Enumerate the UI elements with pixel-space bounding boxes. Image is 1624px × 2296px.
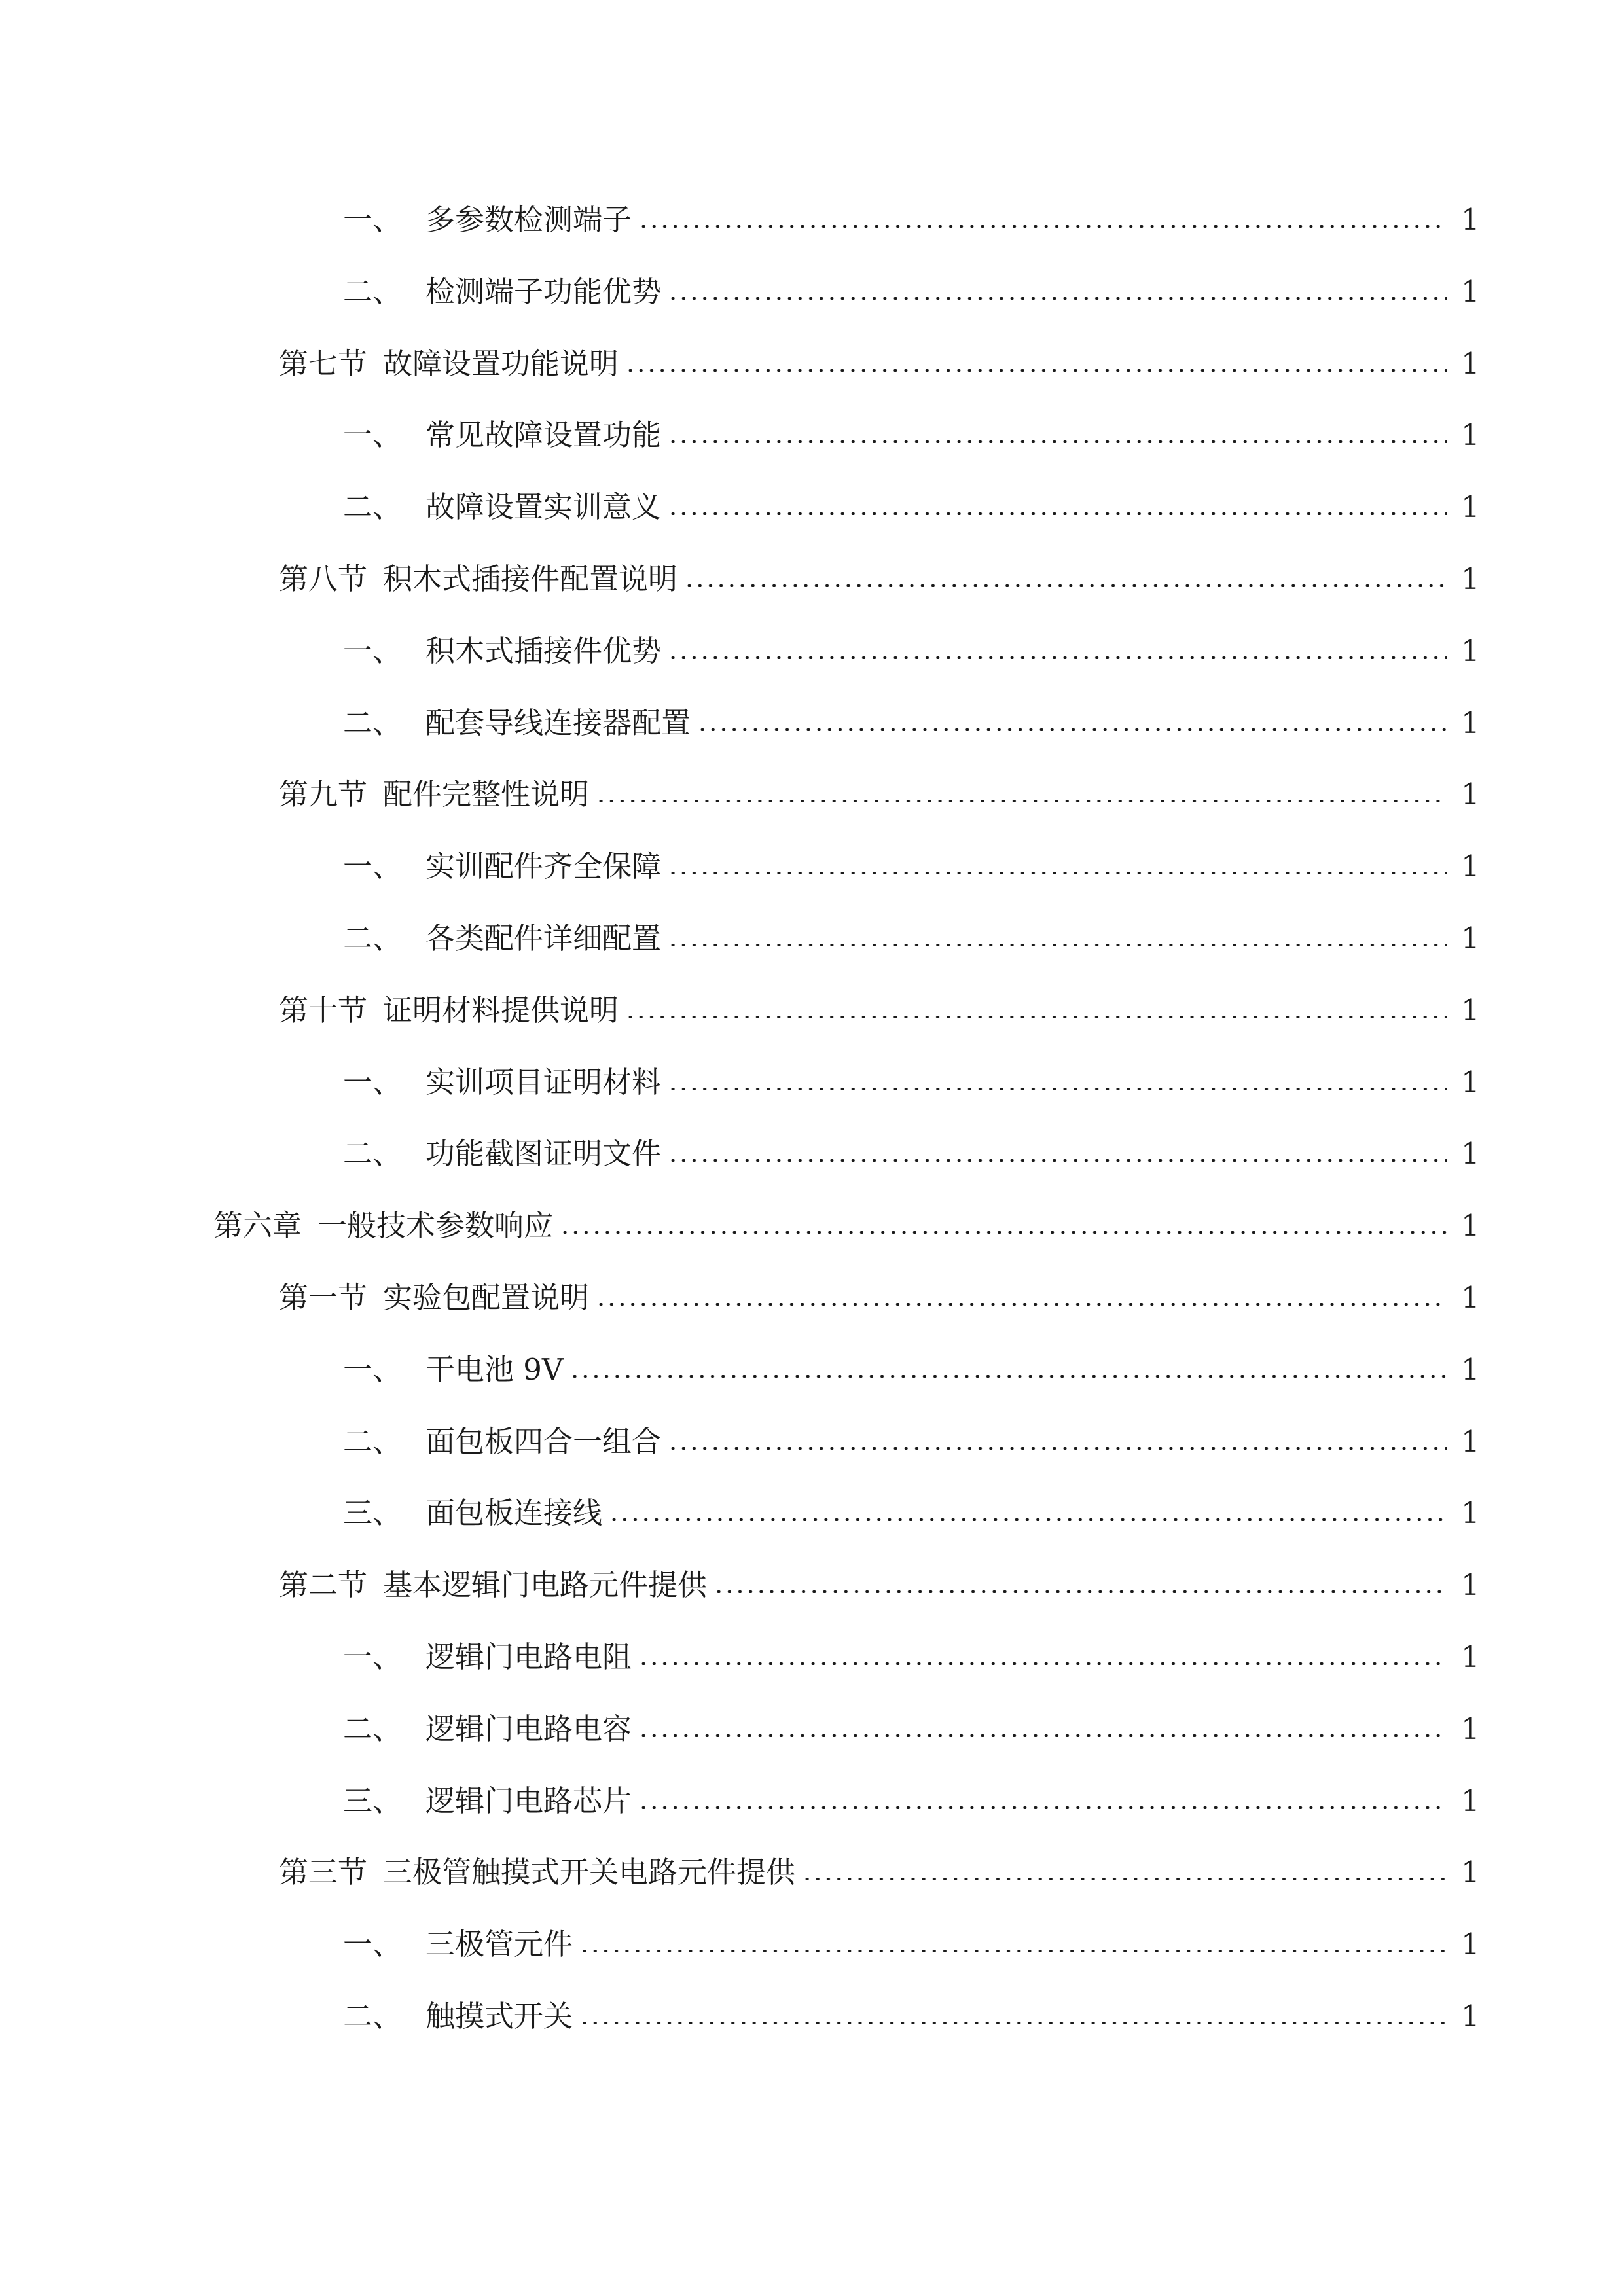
toc-entry-title: 三极管触摸式开关电路元件提供: [383, 1855, 796, 1890]
dot-leader: [668, 1088, 1447, 1090]
toc-entry-marker: 二、: [343, 490, 403, 525]
toc-entry-marker: 二、: [343, 274, 403, 309]
dot-leader: [668, 297, 1447, 300]
dot-leader: [579, 1950, 1447, 1952]
toc-entry-title: 实验包配置说明: [383, 1280, 590, 1315]
toc-entry-title: 积木式插接件配置说明: [383, 562, 678, 596]
toc-entry-page-number: 1: [1461, 1855, 1480, 1890]
dot-leader: [625, 369, 1447, 372]
toc-entry[interactable]: [343, 262, 1478, 321]
toc-entry-title: 实训项目证明材料: [425, 1064, 662, 1100]
toc-entry-marker: 二、: [343, 1711, 403, 1746]
toc-entry[interactable]: [343, 1700, 1478, 1759]
toc-entry-page-number: 1: [1461, 274, 1480, 309]
dot-leader: [668, 872, 1447, 874]
toc-entry[interactable]: [343, 1628, 1478, 1687]
toc-entry-title: 面包板连接线: [425, 1496, 603, 1531]
toc-entry-page-number: 1: [1461, 1783, 1480, 1818]
dot-leader: [668, 944, 1447, 946]
toc-entry-page-number: 1: [1461, 921, 1480, 956]
toc-entry[interactable]: [279, 550, 1478, 609]
toc-entry-page-number: 1: [1461, 1496, 1480, 1531]
toc-entry-title: 配件完整性说明: [383, 777, 590, 812]
toc-entry-marker: 第八节: [279, 562, 368, 596]
toc-entry-page-number: 1: [1461, 1424, 1480, 1459]
toc-entry[interactable]: [343, 406, 1478, 465]
toc-entry[interactable]: [343, 622, 1478, 681]
toc-entry-title: 配套导线连接器配置: [425, 705, 691, 740]
toc-entry-title: 故障设置实训意义: [425, 490, 662, 525]
toc-entry-marker: 三、: [343, 1783, 403, 1818]
toc-entry-page-number: 1: [1461, 1711, 1480, 1746]
dot-leader: [560, 1231, 1447, 1234]
toc-entry-marker: 一、: [343, 849, 403, 884]
toc-entry-title: 常见故障设置功能: [425, 418, 662, 453]
dot-leader: [625, 1016, 1447, 1018]
toc-entry-marker: 第一节: [279, 1280, 368, 1315]
toc-entry-page-number: 1: [1461, 418, 1480, 453]
toc-entry-page-number: 1: [1461, 1208, 1480, 1244]
toc-entry-page-number: 1: [1461, 849, 1480, 884]
toc-entry-title: 证明材料提供说明: [383, 992, 619, 1028]
toc-entry-title: 一般技术参数响应: [317, 1208, 554, 1244]
toc-entry[interactable]: [343, 1484, 1478, 1543]
toc-entry[interactable]: [343, 837, 1478, 896]
toc-entry-page-number: 1: [1461, 1927, 1480, 1962]
toc-entry[interactable]: [279, 1556, 1478, 1615]
toc-entry-title: 逻辑门电路芯片: [425, 1783, 632, 1818]
toc-entry-marker: 三、: [343, 1496, 403, 1531]
dot-leader: [596, 800, 1447, 802]
toc-entry-title: 逻辑门电路电容: [425, 1711, 632, 1746]
toc-entry-marker: 二、: [343, 921, 403, 956]
toc-entry-page-number: 1: [1461, 1999, 1480, 2034]
toc-entry-page-number: 1: [1461, 1568, 1480, 1603]
toc-entry-title: 多参数检测端子: [425, 202, 632, 237]
toc-entry-marker: 第十节: [279, 992, 368, 1028]
dot-leader: [684, 584, 1447, 587]
toc-entry-page-number: 1: [1461, 992, 1480, 1028]
dot-leader: [638, 1662, 1447, 1665]
toc-entry-marker: 第三节: [279, 1855, 368, 1890]
toc-entry-marker: 一、: [343, 1064, 403, 1100]
toc-entry-marker: 二、: [343, 1999, 403, 2034]
dot-leader: [713, 1590, 1447, 1593]
dot-leader: [638, 1806, 1447, 1809]
toc-entry[interactable]: [213, 1196, 1478, 1255]
dot-leader: [697, 728, 1447, 731]
toc-entry[interactable]: [279, 765, 1478, 824]
toc-entry-marker: 二、: [343, 1424, 403, 1459]
dot-leader: [802, 1878, 1447, 1880]
toc-entry-page-number: 1: [1461, 490, 1480, 525]
toc-entry-title: 实训配件齐全保障: [425, 849, 662, 884]
dot-leader: [668, 656, 1447, 659]
dot-leader: [668, 1159, 1447, 1162]
toc-entry-marker: 一、: [343, 1927, 403, 1962]
toc-entry-title: 检测端子功能优势: [425, 274, 662, 309]
toc-entry-page-number: 1: [1461, 1640, 1480, 1674]
toc-entry[interactable]: [343, 478, 1478, 537]
dot-leader: [638, 1734, 1447, 1737]
toc-entry-page-number: 1: [1461, 1352, 1480, 1387]
toc-entry-marker: 一、: [343, 418, 403, 453]
toc-entry[interactable]: [343, 1053, 1478, 1112]
toc-entry[interactable]: [279, 334, 1478, 393]
toc-entry-title: 基本逻辑门电路元件提供: [383, 1568, 708, 1603]
toc-entry-page-number: 1: [1461, 202, 1480, 237]
toc-entry-marker: 一、: [343, 633, 403, 668]
dot-leader: [638, 225, 1447, 228]
toc-entry-title: 功能截图证明文件: [425, 1136, 662, 1172]
toc-entry-marker: 一、: [343, 1352, 403, 1387]
dot-leader: [668, 1447, 1447, 1450]
toc-entry-marker: 第六章: [213, 1208, 302, 1244]
toc-entry-marker: 二、: [343, 1136, 403, 1172]
toc-entry[interactable]: [343, 1412, 1478, 1471]
toc-entry[interactable]: [343, 694, 1478, 753]
toc-entry-title: 各类配件详细配置: [425, 921, 662, 956]
dot-leader: [569, 1375, 1447, 1378]
toc-entry[interactable]: [343, 1772, 1478, 1831]
dot-leader: [596, 1303, 1447, 1306]
toc-entry-marker: 第二节: [279, 1568, 368, 1603]
dot-leader: [668, 440, 1447, 443]
toc-entry-page-number: 1: [1461, 346, 1480, 381]
toc-entry-title: 三极管元件: [425, 1927, 573, 1962]
toc-entry-title: 积木式插接件优势: [425, 633, 662, 668]
toc-entry[interactable]: [279, 981, 1478, 1040]
toc-entry[interactable]: [343, 1987, 1478, 2046]
toc-entry-title: 故障设置功能说明: [383, 346, 619, 381]
toc-entry-title: 面包板四合一组合: [425, 1424, 662, 1459]
toc-entry-marker: 一、: [343, 1640, 403, 1674]
toc-entry-marker: 第七节: [279, 346, 368, 381]
toc-entry-title: 逻辑门电路电阻: [425, 1640, 632, 1674]
toc-entry-marker: 一、: [343, 202, 403, 237]
toc-entry[interactable]: [343, 190, 1478, 249]
dot-leader: [579, 2022, 1447, 2024]
toc-entry-page-number: 1: [1461, 633, 1480, 668]
toc-entry[interactable]: [343, 1124, 1478, 1183]
toc-entry[interactable]: [343, 1340, 1478, 1399]
toc-entry-page-number: 1: [1461, 1136, 1480, 1172]
toc-entry-page-number: 1: [1461, 705, 1480, 740]
toc-entry-title: 触摸式开关: [425, 1999, 573, 2034]
toc-entry[interactable]: [343, 1915, 1478, 1974]
dot-leader: [668, 512, 1447, 515]
toc-entry[interactable]: [279, 1843, 1478, 1902]
toc-entry-marker: 二、: [343, 705, 403, 740]
toc-entry-title: 干电池 9V: [425, 1352, 564, 1387]
toc-entry-page-number: 1: [1461, 1064, 1480, 1100]
toc-entry-page-number: 1: [1461, 777, 1480, 812]
toc-entry[interactable]: [279, 1268, 1478, 1327]
dot-leader: [609, 1518, 1447, 1521]
toc-entry-page-number: 1: [1461, 562, 1480, 596]
toc-entry-marker: 第九节: [279, 777, 368, 812]
toc-entry[interactable]: [343, 909, 1478, 968]
toc-entry-page-number: 1: [1461, 1280, 1480, 1315]
